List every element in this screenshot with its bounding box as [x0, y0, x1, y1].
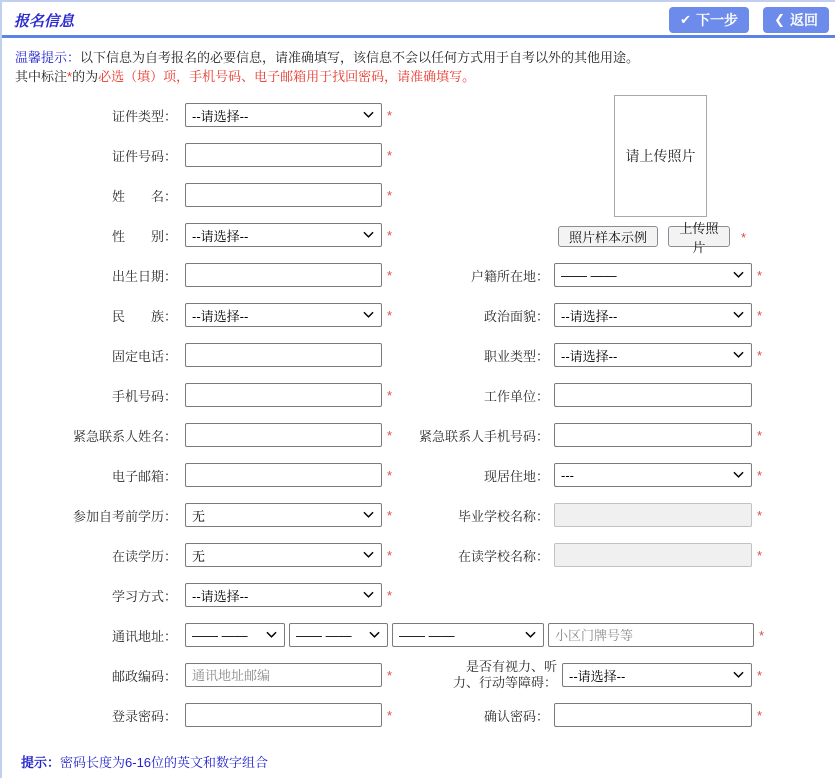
required-asterisk: * — [757, 427, 763, 443]
cur-education-label: 在读学历： — [111, 548, 177, 564]
form-row-mobile-employer — [2, 375, 835, 415]
form-row-birth-household — [2, 255, 835, 295]
landline-input[interactable] — [185, 343, 382, 367]
tip-label: 提示： — [21, 755, 61, 770]
chevron-down-icon — [733, 311, 744, 319]
required-asterisk: * — [757, 307, 763, 323]
household-label: 户籍所在地： — [470, 268, 549, 284]
required-asterisk: * — [387, 667, 393, 683]
form-row-cert-type — [2, 95, 835, 135]
chevron-down-icon — [525, 631, 536, 639]
chevron-down-icon — [363, 111, 374, 119]
cert-no-input[interactable] — [185, 143, 382, 167]
notice-line-1: 温馨提示：以下信息为自考报名的必要信息，请准确填写，该信息不会以任何方式用于自考以外的其他用途。 — [15, 50, 640, 65]
chevron-left-icon: ❮ — [774, 12, 785, 27]
header-divider — [2, 35, 835, 38]
required-asterisk: * — [757, 507, 763, 523]
mobile-input[interactable] — [185, 383, 382, 407]
name-input[interactable] — [185, 183, 382, 207]
gender-select[interactable]: --请选择-- — [185, 223, 382, 247]
required-asterisk: * — [757, 547, 763, 563]
political-select[interactable]: --请选择-- — [554, 303, 752, 327]
email-input[interactable] — [185, 463, 382, 487]
chevron-down-icon — [363, 591, 374, 599]
emergency-mobile-label: 紧急联系人手机号码： — [418, 428, 549, 444]
pre-education-label: 参加自考前学历： — [72, 508, 177, 524]
required-asterisk: * — [757, 347, 763, 363]
study-mode-select[interactable]: --请选择-- — [185, 583, 382, 607]
required-asterisk: * — [757, 267, 763, 283]
required-asterisk: * — [387, 267, 393, 283]
cert-no-label: 证件号码： — [111, 148, 177, 164]
form-row-cert-no — [2, 135, 835, 175]
form-row-address — [2, 615, 835, 655]
employer-input[interactable] — [554, 383, 752, 407]
postal-input[interactable] — [185, 663, 382, 687]
grad-school-input — [554, 503, 752, 527]
photo-sample-button[interactable]: 照片样本示例 — [558, 226, 658, 247]
required-asterisk: * — [387, 307, 393, 323]
registration-form — [2, 95, 835, 735]
required-asterisk: * — [387, 587, 393, 603]
birth-date-label: 出生日期： — [111, 268, 177, 284]
cert-type-select[interactable]: --请选择-- — [185, 103, 382, 127]
chevron-down-icon — [266, 631, 277, 639]
pre-education-select[interactable]: 无 — [185, 503, 382, 527]
address-district-select[interactable]: —— —— — [392, 623, 544, 647]
confirm-password-input[interactable] — [554, 703, 752, 727]
address-detail-input[interactable] — [548, 623, 754, 647]
required-asterisk: * — [741, 230, 747, 245]
landline-label: 固定电话： — [111, 348, 177, 364]
study-mode-label: 学习方式： — [111, 588, 177, 604]
disability-label: 是否有视力、听 力、行动等障碍： — [452, 659, 557, 690]
form-row-pre-education — [2, 495, 835, 535]
required-asterisk: * — [757, 467, 763, 483]
photo-upload-button[interactable]: 上传照片 — [668, 226, 730, 247]
address-label: 通讯地址： — [111, 628, 177, 644]
form-row-ethnicity-political — [2, 295, 835, 335]
emergency-name-input[interactable] — [185, 423, 382, 447]
household-select[interactable]: —— —— — [554, 263, 752, 287]
employer-label: 工作单位： — [483, 388, 549, 404]
gender-label: 性 别： — [111, 228, 177, 244]
required-asterisk: * — [759, 627, 765, 643]
back-label: 返回 — [790, 12, 818, 28]
email-label: 电子邮箱： — [111, 468, 177, 484]
required-asterisk: * — [387, 147, 393, 163]
form-row-landline-occupation — [2, 335, 835, 375]
required-asterisk: * — [387, 507, 393, 523]
next-step-label: 下一步 — [696, 12, 738, 28]
address-province-select[interactable]: —— —— — [185, 623, 285, 647]
emergency-mobile-input[interactable] — [554, 423, 752, 447]
login-password-input[interactable] — [185, 703, 382, 727]
mobile-label: 手机号码： — [111, 388, 177, 404]
chevron-down-icon — [733, 271, 744, 279]
form-row-cur-education — [2, 535, 835, 575]
chevron-down-icon — [369, 631, 380, 639]
chevron-down-icon — [363, 231, 374, 239]
required-asterisk: * — [387, 107, 393, 123]
notice-line-2: 其中标注*的为必选（填）项，手机号码、电子邮箱用于找回密码，请准确填写。 — [15, 69, 476, 84]
cert-type-label: 证件类型： — [111, 108, 177, 124]
form-row-postal-disability — [2, 655, 835, 695]
grad-school-label: 毕业学校名称： — [457, 508, 549, 524]
chevron-down-icon — [733, 351, 744, 359]
cur-school-label: 在读学校名称： — [457, 548, 549, 564]
password-tip: 提示：密码长度为6-16位的英文和数字组合 — [21, 755, 269, 770]
chevron-down-icon — [363, 551, 374, 559]
required-asterisk: * — [387, 427, 393, 443]
residence-select[interactable]: --- — [554, 463, 752, 487]
chevron-down-icon — [733, 471, 744, 479]
required-asterisk: * — [757, 667, 763, 683]
disability-select[interactable]: --请选择-- — [562, 663, 752, 687]
check-icon: ✔ — [680, 12, 691, 27]
back-button[interactable] — [763, 7, 829, 33]
notice-asterisk: * — [67, 69, 73, 84]
occupation-select[interactable]: --请选择-- — [554, 343, 752, 367]
notice-text — [15, 48, 639, 86]
confirm-password-label: 确认密码： — [483, 708, 549, 724]
chevron-down-icon — [363, 511, 374, 519]
ethnicity-label: 民 族： — [111, 308, 177, 324]
emergency-name-label: 紧急联系人姓名： — [72, 428, 177, 444]
cur-school-input — [554, 543, 752, 567]
page-title: 报名信息 — [14, 13, 75, 30]
required-asterisk: * — [387, 547, 393, 563]
required-asterisk: * — [387, 387, 393, 403]
form-row-email-residence — [2, 455, 835, 495]
birth-date-input[interactable] — [185, 263, 382, 287]
login-password-label: 登录密码： — [111, 708, 177, 724]
political-label: 政治面貌： — [483, 308, 549, 324]
required-asterisk: * — [387, 467, 393, 483]
form-row-study-mode — [2, 575, 835, 615]
form-row-name — [2, 175, 835, 215]
required-asterisk: * — [387, 227, 393, 243]
next-step-button[interactable] — [669, 7, 749, 33]
required-asterisk: * — [387, 707, 393, 723]
address-city-select[interactable]: —— —— — [289, 623, 388, 647]
form-row-gender — [2, 215, 835, 255]
chevron-down-icon — [363, 311, 374, 319]
cur-education-select[interactable]: 无 — [185, 543, 382, 567]
photo-placeholder-text: 请上传照片 — [625, 148, 696, 164]
form-row-emergency — [2, 415, 835, 455]
notice-prefix: 温馨提示： — [15, 50, 81, 65]
occupation-label: 职业类型： — [483, 348, 549, 364]
required-asterisk: * — [387, 187, 393, 203]
form-row-passwords — [2, 695, 835, 735]
chevron-down-icon — [733, 671, 744, 679]
residence-label: 现居住地： — [483, 468, 549, 484]
postal-label: 邮政编码： — [111, 668, 177, 684]
required-asterisk: * — [757, 707, 763, 723]
ethnicity-select[interactable]: --请选择-- — [185, 303, 382, 327]
name-label: 姓 名： — [111, 188, 177, 204]
